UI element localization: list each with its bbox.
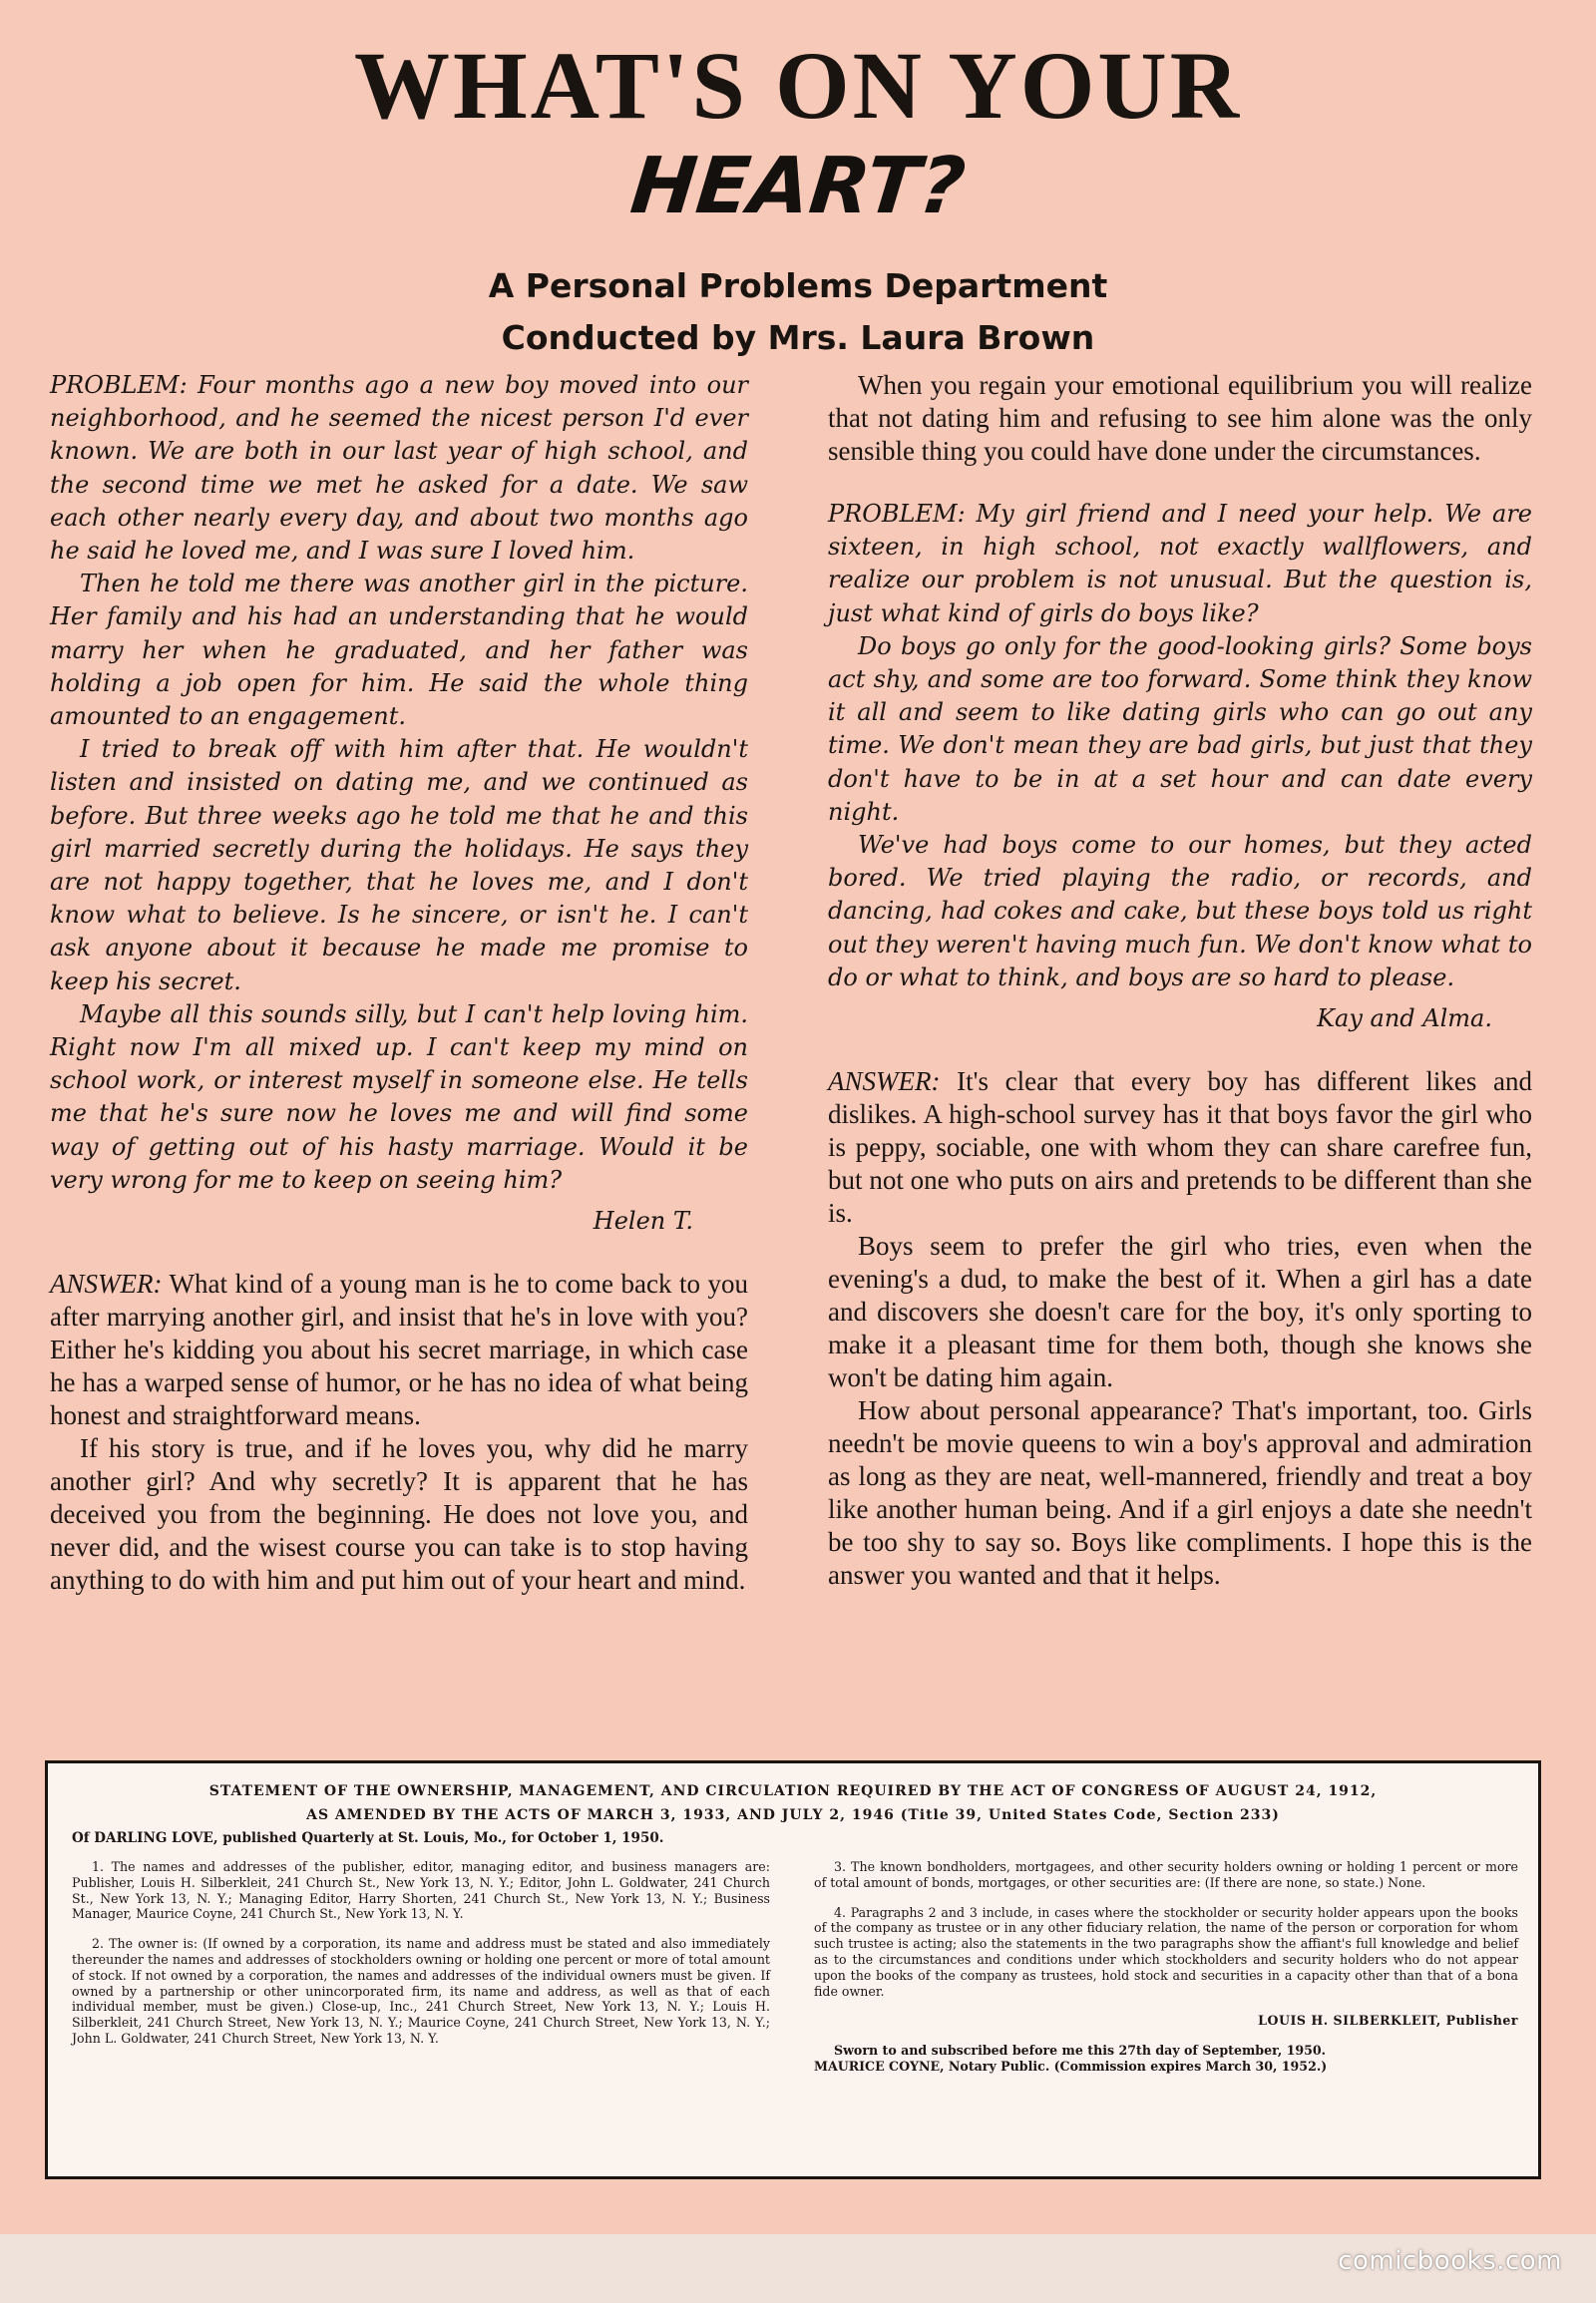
answer-2-paragraph-1: It's clear that every boy has different likes and dislikes. A high-school survey has it that boys favor the girl who is peppy, sociable, one with whom they can share carefree fun, but not one who puts on airs and pretends to be different than she is.: [828, 1066, 1532, 1229]
letter-2-signature: Kay and Alma.: [1317, 1004, 1492, 1033]
letter-2-paragraph-2: Do boys go only for the good-looking girls? Some boys act shy, and some are too forward. Some think they know it all and seem to like dating girls who can go out any time. We don't mean they are bad girls, but just that they don't have to be in at a set hour and can date every night.: [828, 631, 1532, 826]
answer-1: [50, 1268, 748, 1597]
problem-label-2: PROBLEM:: [828, 500, 966, 528]
letter-1-signature: Helen T.: [593, 1207, 693, 1236]
answer-2-paragraph-2: Boys seem to prefer the girl who tries, even when the evening's a dud, to make the best of it. When a girl has a date and discovers she doesn't care for the boy, it's only sporting to make it a pleasant time for them both, though she knows she won't be dating him again.: [828, 1231, 1532, 1393]
left-column: [50, 369, 748, 1597]
answer-label-2: ANSWER:: [828, 1066, 941, 1097]
statement-publication: Of DARLING LOVE, published Quarterly at St. Louis, Mo., for October 1, 1950.: [72, 1830, 664, 1846]
statement-item-2: 2. The owner is: (If owned by a corporation, its name and address must be stated and also immediately thereunder the names and addresses of stockholders owning or holding one percent or more of total amount of stock. If not owned by a corporation, the names and addresses of the individual owners must be given. If owned by a partnership or other unincorporated firm, its name and address, as well as that of each individual member, must be given.) Close-up, Inc., 241 Church Street, New York 13, N. Y.; Louis H. Silberkleit, 241 Church Street, New York 13, N. Y.; Maurice Coyne, 241 Church Street, New York 13, N. Y.; John L. Goldwater, 241 Church Street, New York 13, N. Y.: [72, 1936, 770, 2046]
answer-1-paragraph-3: When you regain your emotional equilibrium you will realize that not dating him and refusing to see him alone was the only sensible thing you could have done under the circumstances.: [828, 370, 1532, 466]
site-watermark: comicbooks.com: [1338, 2246, 1562, 2276]
problem-label: PROBLEM:: [50, 371, 188, 399]
page-title-line1: WHAT'S ON YOUR: [353, 32, 1243, 139]
statement-sworn-line-1: Sworn to and subscribed before me this 27th day of September, 1950.: [834, 2043, 1327, 2059]
letter-2-paragraph-3: We've had boys come to our homes, but they acted bored. We tried playing the radio, or records, and dancing, had cokes and cake, but these boys told us right out they weren't having much fun. We don't know what to do or what to think, and boys are so hard to please.: [828, 831, 1532, 991]
statement-heading-2: AS AMENDED BY THE ACTS OF MARCH 3, 1933, AND JULY 2, 1946 (Title 39, United States Code, Section 233): [306, 1807, 1280, 1823]
statement-item-3: 3. The known bondholders, mortgagees, and other security holders owning or holding 1 percent or more of total amount of bonds, mortgages, or other securities are: (If there are none, so state.) None.: [814, 1859, 1518, 1890]
answer-2: [828, 1065, 1532, 1592]
statement-sworn-line-2: MAURICE COYNE, Notary Public. (Commission expires March 30, 1952.): [814, 2058, 1328, 2074]
letter-1-paragraph-3: I tried to break off with him after that. He wouldn't listen and insisted on dating me, and we continued as before. But three weeks ago he told me that he and this girl married secretly during the holidays. He says they are not happy together, that he loves me, and I don't know what to believe. Is he sincere, or isn't he. I can't ask anyone about it because he made me promise to keep his secret.: [50, 735, 748, 995]
department-byline: Conducted by Mrs. Laura Brown: [501, 318, 1095, 357]
answer-1-paragraph-2: If his story is true, and if he loves you, why did he marry another girl? And why secretly? It is apparent that he has deceived you from the beginning. He does not love you, and never did, and the wisest course you can take is to stop having anything to do with him and put him out of your heart and mind.: [50, 1433, 748, 1596]
page-title-line2: HEART?: [626, 142, 970, 231]
letter-2-paragraph-1: My girl friend and I need your help. We are sixteen, in high school, not exactly wallflowers, and realize our problem is not unusual. But the question is, just what kind of girls do boys like?: [828, 500, 1532, 627]
statement-item-1: 1. The names and addresses of the publisher, editor, managing editor, and business managers are: Publisher, Louis H. Silberkleit, 241 Church St., New York 13, N. Y.; Editor, John L. Goldwater, 241 Church St., New York 13, N. Y.; Managing Editor, Harry Shorten, 241 Church St., New York 13, N. Y.; Business Manager, Maurice Coyne, 241 Church St., New York 13, N. Y.: [72, 1859, 770, 1922]
department-subtitle: A Personal Problems Department: [488, 266, 1108, 305]
statement-heading-1: STATEMENT OF THE OWNERSHIP, MANAGEMENT, AND CIRCULATION REQUIRED BY THE ACT OF CONGRESS OF AUGUST 24, 1912,: [208, 1783, 1378, 1799]
answer-label: ANSWER:: [50, 1269, 163, 1300]
statement-item-4: 4. Paragraphs 2 and 3 include, in cases where the stockholder or security holder appears upon the books of the company as trustee or in any other fiduciary relation, the name of the person or corporation for whom such trustee is acting; also the statements in the two paragraphs show the affiant's full knowledge and belief as to the circumstances and conditions under which stockholders and security holders who do not appear upon the books of the company as trustees, hold stock and securities in a capacity other than that of a bona fide owner.: [814, 1904, 1518, 1999]
statement-left-column: [72, 1859, 770, 2061]
answer-2-paragraph-3: How about personal appearance? That's important, too. Girls needn't be movie queens to win a boy's approval and admiration as long as they are neat, well-mannered, friendly and treat a boy like another human being. And if a girl enjoys a date she needn't be too shy to say so. Boys like compliments. I hope this is the answer you wanted and that it helps.: [828, 1395, 1532, 1591]
ownership-statement-box: [45, 1760, 1541, 2179]
letter-1-paragraph-1: Four months ago a new boy moved into our neighborhood, and he seemed the nicest person I'd ever known. We are both in our last year of high school, and the second time we met he asked for a date. We saw each other nearly every day, and about two months ago he said he loved me, and I was sure I loved him.: [50, 371, 748, 566]
letter-2: [828, 498, 1532, 1035]
statement-signature: LOUIS H. SILBERKLEIT, Publisher: [1258, 2013, 1518, 2029]
letter-1-paragraph-4: Maybe all this sounds silly, but I can't help loving him. Right now I'm all mixed up. I can't keep my mind on school work, or interest myself in someone else. He tells me that he's sure now he loves me and will find some way of getting out of his hasty marriage. Would it be very wrong for me to keep on seeing him?: [50, 999, 748, 1194]
right-column: [828, 369, 1532, 1592]
answer-1-paragraph-1: What kind of a young man is he to come back to you after marrying another girl, and insist that he's in love with you? Either he's kidding you about his secret marriage, in which case he has a warped sense of humor, or he has no idea of what being honest and straightforward means.: [50, 1269, 748, 1431]
letter-1: [50, 369, 748, 1238]
statement-right-column: [814, 1859, 1518, 2075]
letter-1-paragraph-2: Then he told me there was another girl in the picture. Her family and his had an understanding that he would marry her when he graduated, and her father was holding a job open for him. He said the whole thing amounted to an engagement.: [50, 570, 748, 731]
